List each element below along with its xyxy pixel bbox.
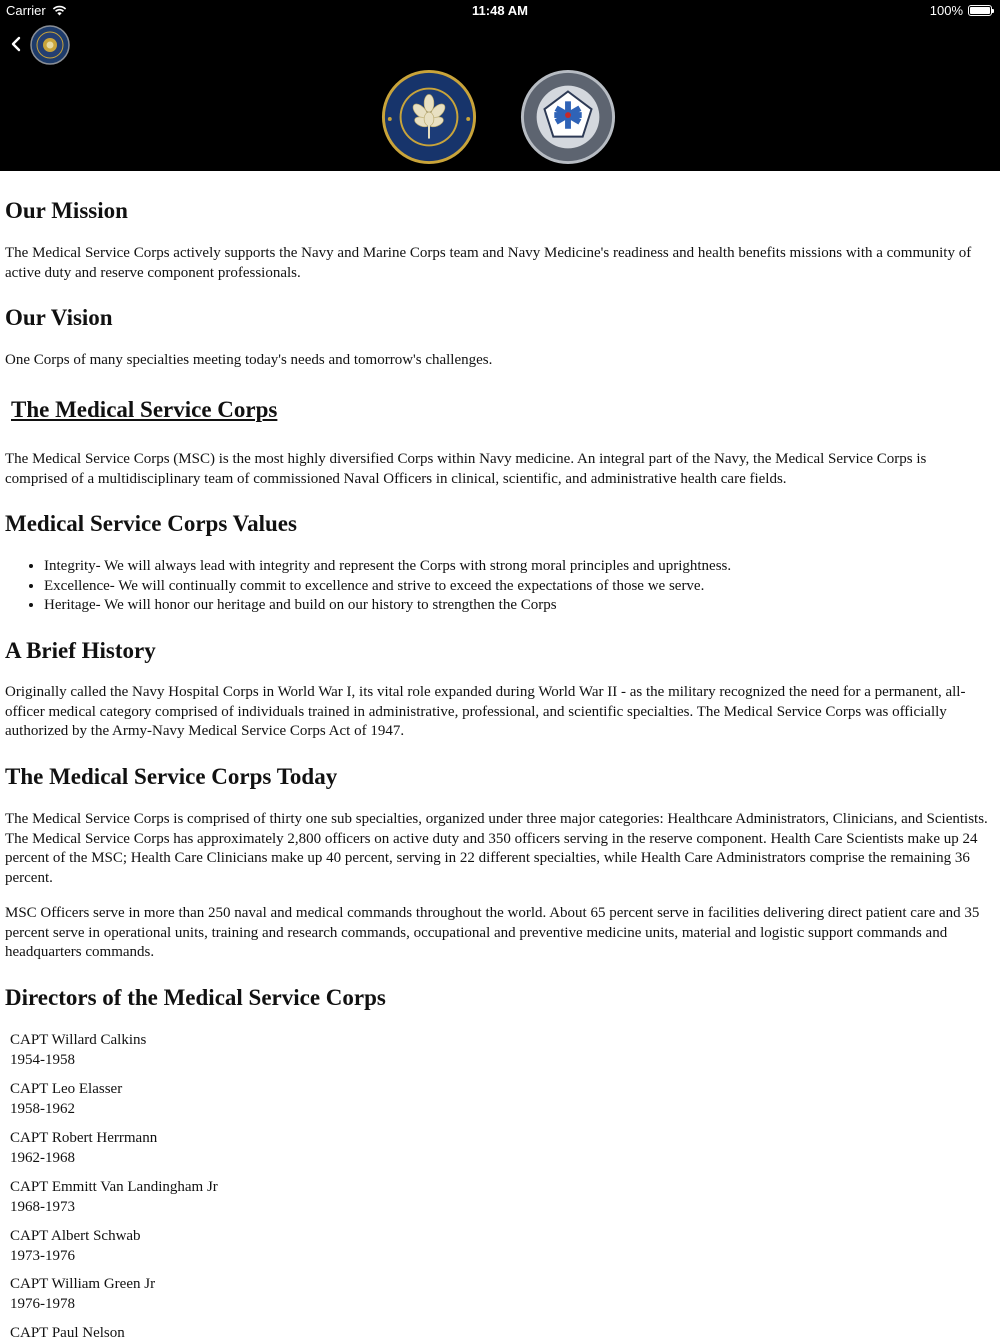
battery-level-fill [970,7,990,14]
today-text-1: The Medical Service Corps is comprised of thirty one sub specialties, organized under three major categories: Healthcare Administrators, Clinicians, and Scientists. The Medical Service Corps has approximately 2,800 officers on active duty and 350 officers serving in the reserve component. Health Care Scientists make up 24 percent of the MSC; Health Care Clinicians make up 40 percent, serving in 22 different specialties, while Health Care Administrators comprise the remaining 36 percent. [5,811,988,886]
today-text-2: MSC Officers serve in more than 250 naval and medical commands throughout the world. About 65 percent serve in facilities delivering direct patient care and 35 percent serve in operational units, training and research commands, occupational and preventive medicine units, material and logistic support commands and headquarters commands. [5,905,980,960]
director-years: 1954-1958 [10,1051,75,1068]
directors-heading: Directors of the Medical Service Corps [5,985,386,1010]
medical-service-corps-link[interactable]: The Medical Service Corps [11,397,278,422]
director-years: 1973-1976 [10,1247,75,1264]
director-item [5,1129,990,1168]
mission-heading: Our Mission [5,198,128,223]
values-list [5,557,990,616]
history-heading: A Brief History [5,638,156,663]
director-years: 1976-1978 [10,1295,75,1312]
director-item [5,1227,990,1266]
director-name: CAPT Willard Calkins [10,1032,147,1048]
values-item-heritage: • Heritage- We will honor our heritage and build on our history to strengthen the Corps [44,596,990,616]
director-item [5,1031,990,1070]
medical-service-corps-seal-icon [380,68,478,166]
app-header [0,0,1000,171]
mission-text: The Medical Service Corps actively supports the Navy and Marine Corps team and Navy Medicine's readiness and health benefits missions with a community of active duty and reserve component professionals. [5,245,972,281]
director-item [5,1275,990,1314]
director-name: CAPT Albert Schwab [10,1228,141,1244]
app-logo-icon [30,25,70,65]
status-time: 11:48 AM [472,3,528,18]
history-text: Originally called the Navy Hospital Corps in World War I, its vital role expanded during World War II - as the military recognized the need for a permanent, all-officer medical category comprised of individuals trained in administrative, professional, and scientific specialties. The Medical Service Corps was officially authorized by the Army-Navy Medical Service Corps Act of 1947. [5,684,966,739]
vision-text: One Corps of many specialties meeting today's needs and tomorrow's challenges. [5,352,493,368]
status-bar [0,0,1000,22]
msc-text: The Medical Service Corps (MSC) is the most highly diversified Corps within Navy medicine. An integral part of the Navy, the Medical Service Corps is comprised of a multidisciplinary team of commissioned Naval Officers in clinical, scientific, and administrative health care fields. [5,451,927,487]
director-name: CAPT William Green Jr [10,1276,156,1292]
military-health-system-seal-icon [519,68,617,166]
battery-percent: 100% [929,3,963,18]
director-years: 1958-1962 [10,1100,75,1117]
director-years: 1962-1968 [10,1149,75,1166]
values-heading: Medical Service Corps Values [5,511,297,536]
carrier-label: Carrier [6,3,46,18]
vision-heading: Our Vision [5,305,113,330]
values-item-integrity: • Integrity- We will always lead with integrity and represent the Corps with strong moral principles and uprightness. [44,557,990,577]
director-name: CAPT Robert Herrmann [10,1130,158,1146]
director-item [5,1178,990,1217]
values-item-excellence: • Excellence- We will continually commit to excellence and strive to exceed the expectations of those we serve. [44,577,990,597]
chevron-left-icon [6,32,26,56]
back-button[interactable] [6,32,26,56]
director-name: CAPT Emmitt Van Landingham Jr [10,1179,218,1195]
today-heading: The Medical Service Corps Today [5,764,338,789]
director-name: CAPT Paul Nelson [10,1325,125,1341]
director-years: 1968-1973 [10,1198,75,1215]
director-item [5,1080,990,1119]
battery-icon [968,5,992,16]
director-name: CAPT Leo Elasser [10,1081,123,1097]
